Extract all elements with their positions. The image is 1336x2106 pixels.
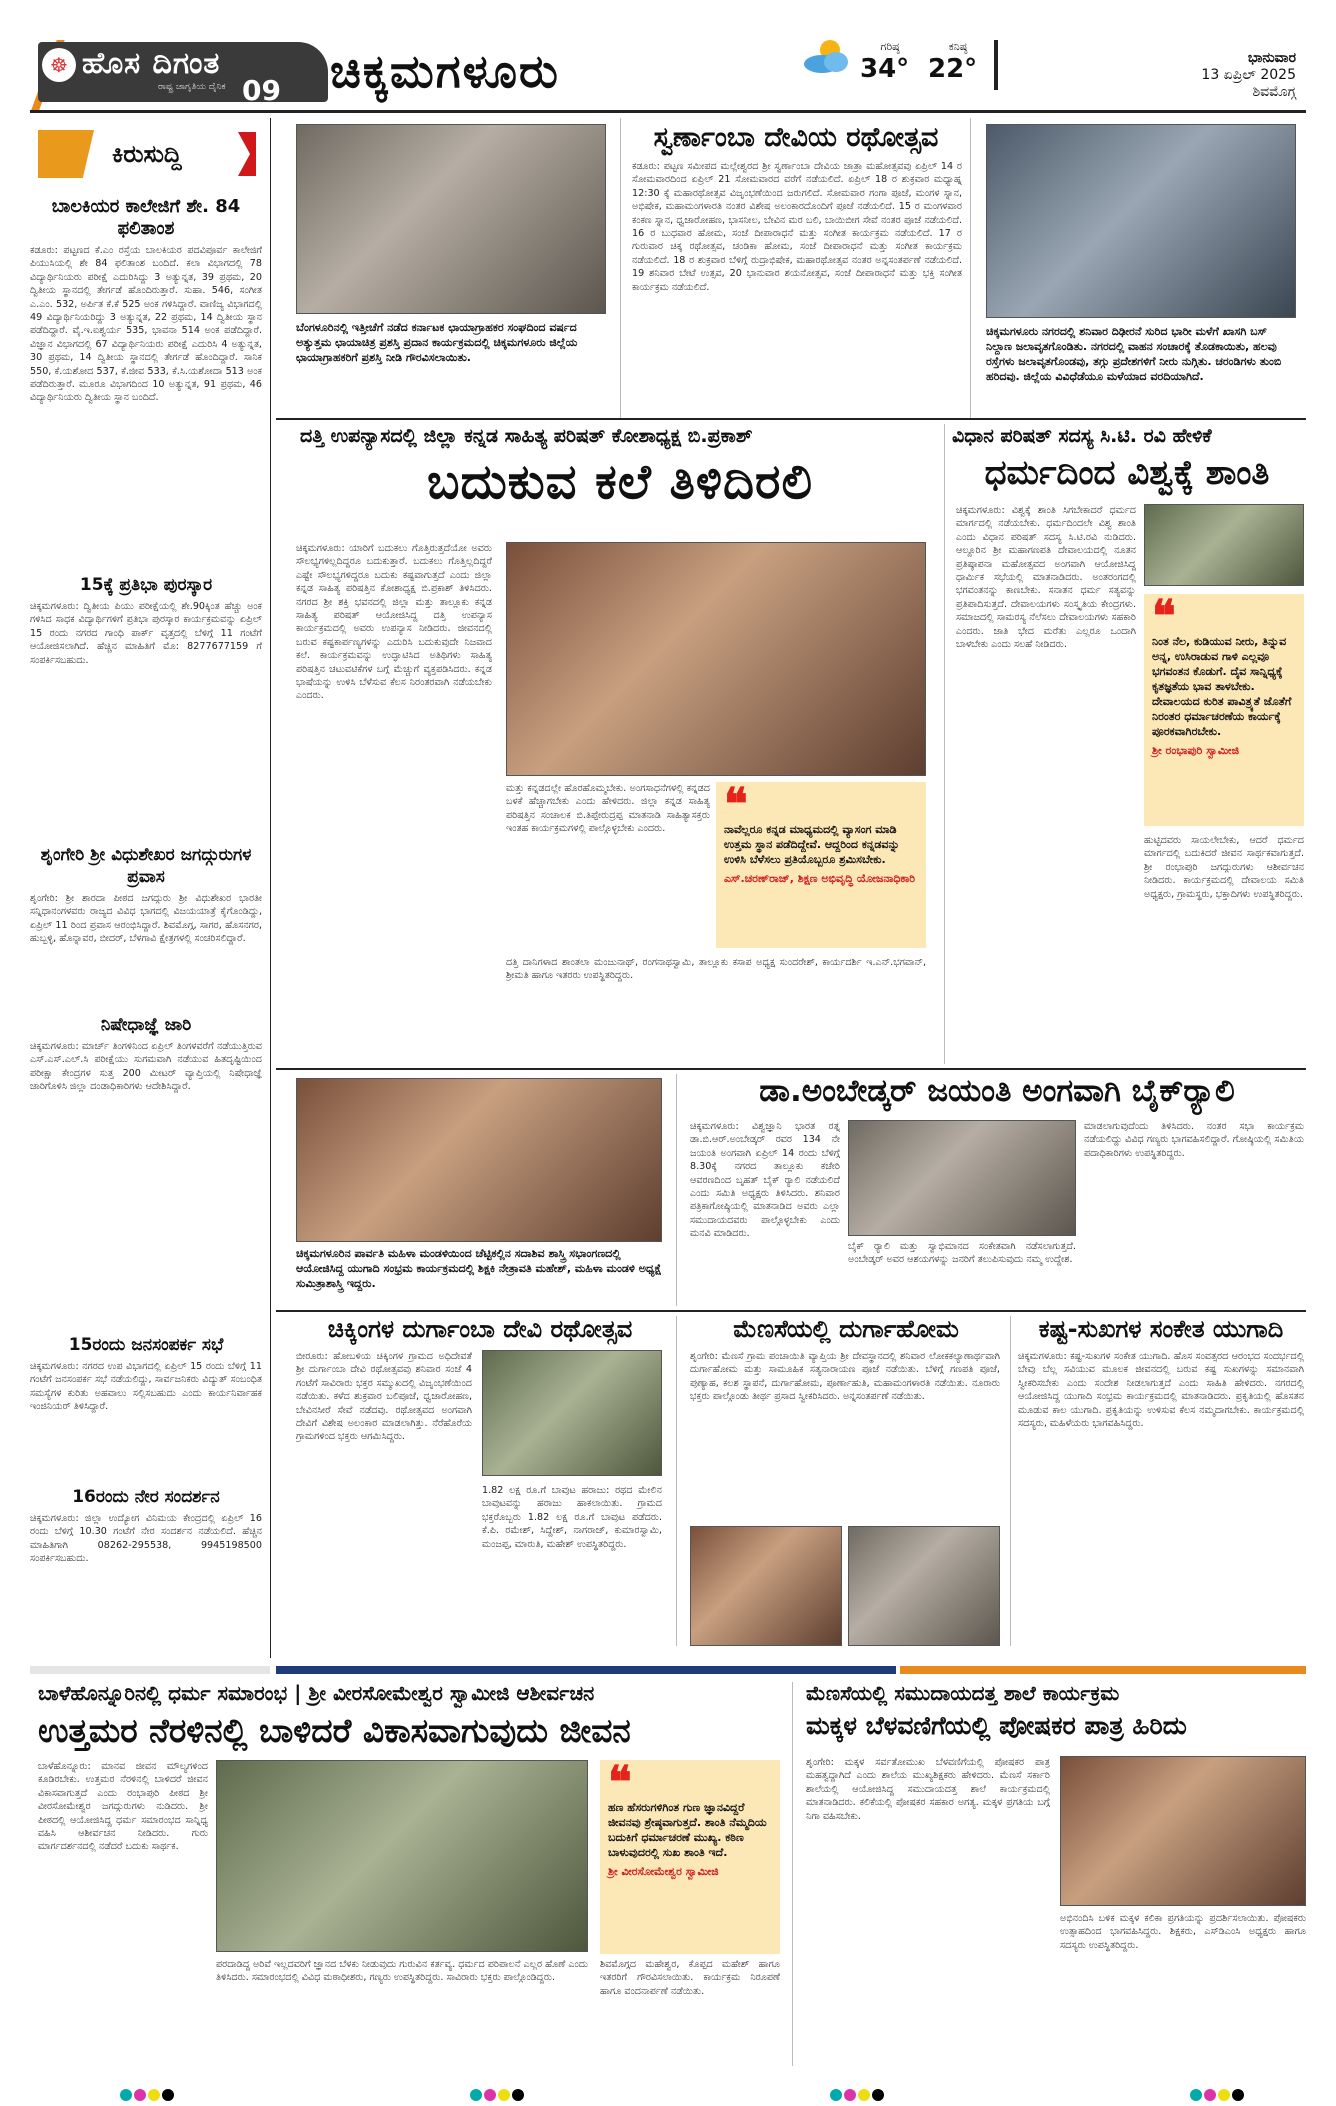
- durgamba-body-col1: ಬೀರೂರು: ಹೋಬಳಿಯ ಚಿಕ್ಕಿಂಗಳ ಗ್ರಾಮದ ಅಧಿದೇವತೆ ಶ್ರೀ ದುರ್ಗಾಂಬಾ ದೇವಿ ರಥೋತ್ಸವವು ಶನಿವಾರ ಸಂಜೆ 4 ಗಂಟೆಗೆ ಸಾವಿರಾರು ಭಕ್ತರ ಸಮ್ಮುಖದಲ್ಲಿ ವಿಜೃಂಭಣೆಯಿಂದ ನಡೆಯಿತು. ಕಳೆದ ಶುಕ್ರವಾರ ಬಲಿಪೂಜೆ, ಧ್ವಜಾರೋಹಣ, ಬೇವಿನಸೀರೆ ಸೇವೆ ನಡೆದವು. ರಥೋತ್ಸವದ ಅಂಗವಾಗಿ ದೇವಿಗೆ ವಿಶೇಷ ಅಲಂಕಾರ ಮಾಡಲಾಗಿತ್ತು. ನೆರೆಹೊರೆಯ ಗ್ರಾಮಗಳಿಂದ ಭಕ್ತರು ಆಗಮಿಸಿದ್ದರು.: [296, 1351, 472, 1443]
- rathotsava-photo: [482, 1350, 662, 1476]
- brief-body: ಚಿಕ್ಕಮಗಳೂರು: ನಗರದ ಉಪ ವಿಭಾಗದಲ್ಲಿ ಏಪ್ರಿಲ್ 15 ರಂದು ಬೆಳಿಗ್ಗೆ 11 ಗಂಟೆಗೆ ಜನಸಂಪರ್ಕ ಸಭೆ ನಡೆಯಲಿದ್ದು, ಸಾರ್ವಜನಿಕರು ವಿದ್ಯುತ್ ಸಂಬಂಧಿತ ಸಮಸ್ಯೆಗಳ ಕುರಿತು ಅಹವಾಲು ಸಲ್ಲಿಸಬಹುದು ಎಂದು ಕಾರ್ಯನಿರ್ವಾಹಕ ಇಂಜಿನಿಯರ್ ತಿಳಿಸಿದ್ದಾರೆ.: [30, 1361, 262, 1413]
- badukuva-body-col2: ಮತ್ತು ಕನ್ನಡದಲ್ಲೇ ಹೊರಹೊಮ್ಮಬೇಕು. ಅಂಗಸಾಧನೆಗಳಲ್ಲಿ ಕನ್ನಡದ ಬಳಕೆ ಹೆಚ್ಚಾಗಬೇಕು ಎಂದು ಹೇಳಿದರು. ಜಿಲ್ಲಾ ಕನ್ನಡ ಸಾಹಿತ್ಯ ಪರಿಷತ್ತಿನ ಸಂಚಾಲಕ ಬಿ.ತಿಪ್ಪೇರುದ್ರಪ್ಪ ಮಾತನಾಡಿ ಸಾಹಿತ್ಯಾಸಕ್ತರು ಇಂತಹ ಕಾರ್ಯಕ್ರಮಗಳಲ್ಲಿ ಪಾಲ್ಗೊಳ್ಳಬೇಕು ಎಂದರು.: [506, 783, 710, 835]
- ambedkar-body-col2: ಬೈಕ್ ರ್‍ಯಾಲಿ ಮತ್ತು ಸ್ವಾಭಿಮಾನದ ಸಂಕೇತವಾಗಿ ನಡೆಸಲಾಗುತ್ತದೆ. ಅಂಬೇಡ್ಕರ್ ಅವರ ಆಶಯಗಳನ್ನು ಜನರಿಗೆ ತಲುಪಿಸುವುದು ನಮ್ಮ ಉದ್ದೇಶ.: [848, 1241, 1076, 1266]
- brief-body: ಚಿಕ್ಕಮಗಳೂರು: ಜಿಲ್ಲಾ ಉದ್ಯೋಗ ವಿನಿಮಯ ಕೇಂದ್ರದಲ್ಲಿ ಏಪ್ರಿಲ್ 16 ರಂದು ಬೆಳಿಗ್ಗೆ 10.30 ಗಂಟೆಗೆ ನೇರ ಸಂದರ್ಶನ ನಡೆಯಲಿದೆ. ಹೆಚ್ಚಿನ ಮಾಹಿತಿಗಾಗಿ 08262-295538, 9945198500 ಸಂಪರ್ಕಿಸಬಹುದು.: [30, 1513, 262, 1565]
- section-rule: [276, 1310, 1306, 1312]
- menase-school-kicker: ಮೆಣಸೆಯಲ್ಲಿ ಸಮುದಾಯದತ್ತ ಶಾಲೆ ಕಾರ್ಯಕ್ರಮ: [806, 1681, 1120, 1705]
- menase-school-body-col1: ಶೃಂಗೇರಿ: ಮಕ್ಕಳ ಸರ್ವತೋಮುಖ ಬೆಳವಣಿಗೆಯಲ್ಲಿ ಪೋಷಕರ ಪಾತ್ರ ಮಹತ್ವದ್ದಾಗಿದೆ ಎಂದು ಶಾಲೆಯ ಮುಖ್ಯಶಿಕ್ಷಕರು ಹೇಳಿದರು. ಮೆಣಸೆ ಸರ್ಕಾರಿ ಶಾಲೆಯಲ್ಲಿ ಆಯೋಜಿಸಿದ್ದ ಸಮುದಾಯದತ್ತ ಶಾಲೆ ಕಾರ್ಯಕ್ರಮದಲ್ಲಿ ಮಾತನಾಡಿದರು. ಕಲಿಕೆಯಲ್ಲಿ ಪೋಷಕರ ಸಹಕಾರ ಅಗತ್ಯ. ಮಕ್ಕಳ ಪ್ರಗತಿಯ ಬಗ್ಗೆ ನಿಗಾ ವಹಿಸಬೇಕು.: [806, 1757, 1050, 1822]
- brief-headline: ಬಾಲಕಿಯರ ಕಾಲೇಜಿಗೆ ಶೇ. 84 ಫಲಿತಾಂಶ: [51, 196, 241, 239]
- brief-body: ಕಡೂರು: ಪಟ್ಟಣದ ಕೆ.ಎಂ ರಸ್ತೆಯ ಬಾಲಕಿಯರ ಪದವಿಪೂರ್ವ ಕಾಲೇಜಿಗೆ ಪಿಯುಸಿಯಲ್ಲಿ ಶೇ 84 ಫಲಿತಾಂಶ ಬಂದಿದೆ. ಕಲಾ ವಿಭಾಗದಲ್ಲಿ 78 ವಿದ್ಯಾರ್ಥಿನಿಯರು ಪರೀಕ್ಷೆ ಎದುರಿಸಿದ್ದು 3 ಅತ್ಯುನ್ನತ, 39 ಪ್ರಥಮ, 20 ದ್ವಿತೀಯ ಸ್ಥಾನದಲ್ಲಿ ತೇರ್ಗಡೆ ಹೊಂದಿರುತ್ತಾರೆ. ಸುಹಾ. 546, ಸಂಗೀತ ಎ.ಎಂ. 532, ಅರ್ಪಿತ ಕೆ.ಕೆ 525 ಅಂಕ ಗಳಿಸಿದ್ದಾರೆ. ವಾಣಿಜ್ಯ ವಿಭಾಗದಲ್ಲಿ 49 ವಿದ್ಯಾರ್ಥಿನಿಯರಿದ್ದು 3 ಅತ್ಯುನ್ನತ, 22 ಪ್ರಥಮ, 14 ದ್ವಿತೀಯ ಸ್ಥಾನ ಪಡೆದಿದ್ದಾರೆ. ವೈ.ಇ.ಐಶ್ವರ್ಯ 535, ಭಾವನಾ 514 ಅಂಕ ಪಡೆದಿದ್ದಾರೆ. ವಿಜ್ಞಾನ ವಿಭಾಗದಲ್ಲಿ 67 ವಿದ್ಯಾರ್ಥಿನಿಯರು ಪರೀಕ್ಷೆ ಎದುರಿಸಿ 4 ಅತ್ಯುನ್ನತ, 30 ಪ್ರಥಮ, 14 ದ್ವಿತೀಯ ಸ್ಥಾನದಲ್ಲಿ ತೇರ್ಗಡೆ ಹೊಂದಿದ್ದಾರೆ. ಸಾನಿಕ 550, ಕೆ.ಯಶೋದ 537, ಕೆ.ಜೀವ 533, ಕೆ.ಸಿ.ಯಶೋದಾ 513 ಅಂಕ ಪಡೆದಿರುತ್ತಾರೆ. ಮೂರೂ ವಿಭಾಗದಿಂದ 10 ಅತ್ಯುನ್ನತ, 91 ಪ್ರಥಮ, 46 ವಿದ್ಯಾರ್ಥಿನಿಯರು ದ್ವಿತೀಯ ಸ್ಥಾನ ಬಂದಿದೆ.: [30, 245, 262, 404]
- brief-body: ಶೃಂಗೇರಿ: ಶ್ರೀ ಶಾರದಾ ಪೀಠದ ಜಗದ್ಗುರು ಶ್ರೀ ವಿಧುಶೇಖರ ಭಾರತೀ ಸನ್ನಿಧಾನಂಗಳವರು ರಾಜ್ಯದ ವಿವಿಧ ಭಾಗದಲ್ಲಿ ವಿಜಯಯಾತ್ರೆ ಕೈಗೊಂಡಿದ್ದು, ಏಪ್ರಿಲ್ 11 ರಿಂದ ಪ್ರವಾಸ ಆರಂಭಿಸಿದ್ದಾರೆ. ಶಿವಮೊಗ್ಗ, ಸಾಗರ, ಹೊಸನಗರ, ಹುಬ್ಬಳ್ಳಿ, ಹೊನ್ನಾವರ, ಬೀದರ್, ಬೆಳಗಾವಿ ಕ್ಷೇತ್ರಗಳಲ್ಲಿ ಸಂಚರಿಸಲಿದ್ದಾರೆ.: [30, 893, 262, 945]
- brief-body: ಚಿಕ್ಕಮಗಳೂರು: ಮಾರ್ಚ್ ತಿಂಗಳಿನಿಂದ ಏಪ್ರಿಲ್ ತಿಂಗಳವರೆಗೆ ನಡೆಯುತ್ತಿರುವ ಎಸ್.ಎಸ್.ಎಲ್.ಸಿ ಪರೀಕ್ಷೆಯು ಸುಗಮವಾಗಿ ನಡೆಯುವ ಹಿತದೃಷ್ಟಿಯಿಂದ ಪರೀಕ್ಷಾ ಕೇಂದ್ರಗಳ ಸುತ್ತ 200 ಮೀಟರ್ ವ್ಯಾಪ್ತಿಯಲ್ಲಿ ನಿಷೇಧಾಜ್ಞೆ ಜಾರಿಗೊಳಿಸಿ ಜಿಲ್ಲಾ ದಂಡಾಧಿಕಾರಿಗಳು ಆದೇಶಿಸಿದ್ದಾರೆ.: [30, 1041, 262, 1093]
- dharma-body-col2: ಹುಟ್ಟಿದವರು ಸಾಯಲೇಬೇಕು, ಆದರೆ ಧರ್ಮದ ಮಾರ್ಗದಲ್ಲಿ ಬದುಕಿದರೆ ಜೀವನ ಸಾರ್ಥಕವಾಗುತ್ತದೆ. ಶ್ರೀ ರಂಭಾಪುರಿ ಜಗದ್ಗುರುಗಳು ಆಶೀರ್ವಚನ ನೀಡಿದರು. ಕಾರ್ಯಕ್ರಮದಲ್ಲಿ ದೇವಾಲಯ ಸಮಿತಿ ಅಧ್ಯಕ್ಷರು, ಗ್ರಾಮಸ್ಥರು, ಭಕ್ತಾದಿಗಳು ಉಪಸ್ಥಿತರಿದ್ದರು.: [1144, 835, 1304, 900]
- balehonnur-body-col3: ಶಿವಮೊಗ್ಗದ ಮಹೇಶ್ವರ, ಕೊಪ್ಪದ ಮಹೇಶ್ ಹಾಗೂ ಇತರರಿಗೆ ಗೌರವಿಸಲಾಯಿತು. ಕಾರ್ಯಕ್ರಮ ನಿರೂಪಣೆ ಹಾಗೂ ವಂದನಾರ್ಪಣೆ ನಡೆಯಿತು.: [600, 1959, 780, 1997]
- edition-city: ಚಿಕ್ಕಮಗಳೂರು: [330, 44, 560, 98]
- kirusuddi-column: [30, 196, 262, 1646]
- brief-headline: ನಿಷೇಧಾಜ್ಞೆ ಜಾರಿ: [100, 1015, 192, 1035]
- brief-headline: 16ರಂದು ನೇರ ಸಂದರ್ಶನ: [72, 1487, 220, 1507]
- ambedkar-body-col3: ಮಾಡಲಾಗುವುದೆಂದು ತಿಳಿಸಿದರು. ನಂತರ ಸಭಾ ಕಾರ್ಯಕ್ರಮ ನಡೆಯಲಿದ್ದು ವಿವಿಧ ಗಣ್ಯರು ಭಾಗವಹಿಸಲಿದ್ದಾರೆ. ಗೋಷ್ಠಿಯಲ್ಲಿ ಸಮಿತಿಯ ಪದಾಧಿಕಾರಿಗಳು ಉಪಸ್ಥಿತರಿದ್ದರು.: [1084, 1121, 1304, 1159]
- badukuva-body-col1: ಚಿಕ್ಕಮಗಳೂರು: ಯಾರಿಗೆ ಬದುಕಲು ಗೊತ್ತಿರುತ್ತದೆಯೋ ಅವರು ಸೌಲಭ್ಯಗಳಿಲ್ಲದಿದ್ದರೂ ಬದುಕುತ್ತಾರೆ. ಬದುಕಲು ಗೊತ್ತಿಲ್ಲದಿದ್ದರೆ ಎಷ್ಟೇ ಸೌಲಭ್ಯಗಳಿದ್ದರೂ ಬದುಕು ಕಷ್ಟವಾಗುತ್ತದೆ ಎಂದು ಜಿಲ್ಲಾ ಕನ್ನಡ ಸಾಹಿತ್ಯ ಪರಿಷತ್ತಿನ ಕೋಶಾಧ್ಯಕ್ಷ ಬಿ.ಪ್ರಕಾಶ್ ತಿಳಿಸಿದರು. ನಗರದ ಶ್ರೀ ಶಕ್ತಿ ಭವನದಲ್ಲಿ ಜಿಲ್ಲಾ ಮತ್ತು ತಾಲ್ಲೂಕು ಕನ್ನಡ ಸಾಹಿತ್ಯ ಪರಿಷತ್ ಆಯೋಜಿಸಿದ್ದ ದತ್ತಿ ಉಪನ್ಯಾಸ ಕಾರ್ಯಕ್ರಮದಲ್ಲಿ ಅವರು ಉಪನ್ಯಾಸ ನೀಡಿದರು. ಜೀವನದಲ್ಲಿ ಬರುವ ಕಷ್ಟಕಾರ್ಪಣ್ಯಗಳನ್ನು ಎದುರಿಸಿ ಬದುಕುವುದೇ ನಿಜವಾದ ಕಲೆ. ಕಾರ್ಯಕ್ರಮವನ್ನು ಉದ್ಘಾಟಿಸಿದ ಅತಿಥಿಗಳು ಸಾಹಿತ್ಯ ಪರಿಷತ್ತಿನ ಚಟುವಟಿಕೆಗಳ ಬಗ್ಗೆ ಮೆಚ್ಚುಗೆ ವ್ಯಕ್ತಪಡಿಸಿದರು. ಕನ್ನಡ ಭಾಷೆಯನ್ನು ಉಳಿಸಿ ಬೆಳೆಸುವ ಕೆಲಸ ನಿರಂತರವಾಗಿ ನಡೆಯಬೇಕು ಎಂದರು.: [296, 543, 492, 702]
- dharma-kicker: ವಿಧಾನ ಪರಿಷತ್ ಸದಸ್ಯ ಸಿ.ಟಿ. ರವಿ ಹೇಳಿಕೆ: [952, 425, 1212, 447]
- column-divider: [676, 1316, 677, 1646]
- page-number: 09: [242, 74, 281, 107]
- dharma-samarambha-photo: [216, 1760, 588, 1952]
- dharma-pull-quote: ❝ ನಿಂತ ನೆಲ, ಕುಡಿಯುವ ನೀರು, ತಿನ್ನುವ ಅನ್ನ, ಉಸಿರಾಡುವ ಗಾಳಿ ಎಲ್ಲವೂ ಭಗವಂತನ ಕೊಡುಗೆ. ದೈವ ಸಾನ್ನಿಧ್ಯಕ್ಕೆ ಕೃತಜ್ಞತೆಯ ಭಾವ ತಾಳಬೇಕು. ದೇವಾಲಯದ ಕುರಿತ ಪಾವಿತ್ರ್ಯತೆ ಜೊತೆಗೆ ನಿರಂತರ ಧರ್ಮಾಚರಣೆಯ ಕಾರ್ಯಕ್ಕೆ ಪೂರಕವಾಗಿರಬೇಕು. ಶ್ರೀ ರಂಭಾಪುರಿ ಸ್ವಾಮೀಜಿ: [1144, 594, 1304, 826]
- registration-marks: [120, 2086, 176, 2105]
- brief-body: ಚಿಕ್ಕಮಗಳೂರು: ದ್ವಿತೀಯ ಪಿಯು ಪರೀಕ್ಷೆಯಲ್ಲಿ ಶೇ.90ಕ್ಕಿಂತ ಹೆಚ್ಚು ಅಂಕ ಗಳಿಸಿದ ಸಾಧಕ ವಿದ್ಯಾರ್ಥಿಗಳಿಗೆ ಪ್ರತಿಭಾ ಪುರಸ್ಕಾರ ಕಾರ್ಯಕ್ರಮವನ್ನು ಏಪ್ರಿಲ್ 15 ರಂದು ನಗರದ ಗಾಂಧಿ ಪಾರ್ಕ್ ವೃತ್ತದಲ್ಲಿ ಬೆಳಿಗ್ಗೆ 11 ಗಂಟೆಗೆ ಆಯೋಜಿಸಲಾಗಿದೆ. ಹೆಚ್ಚಿನ ಮಾಹಿತಿಗೆ ಮೊ: 8277677159 ಗೆ ಸಂಪರ್ಕಿಸಬಹುದು.: [30, 601, 262, 666]
- badukuva-pull-quote: ❝ ನಾವೆಲ್ಲರೂ ಕನ್ನಡ ಮಾಧ್ಯಮದಲ್ಲಿ ವ್ಯಾಸಂಗ ಮಾಡಿ ಉತ್ತಮ ಸ್ಥಾನ ಪಡೆದಿದ್ದೇವೆ. ಆದ್ದರಿಂದ ಕನ್ನಡವನ್ನು ಉಳಿಸಿ ಬೆಳೆಸಲು ಪ್ರತಿಯೊಬ್ಬರೂ ಶ್ರಮಿಸಬೇಕು. ಎಸ್.ಚರಣ್‌ರಾಜ್, ಶಿಕ್ಷಣ ಅಭಿವೃದ್ಧಿ ಯೋಜನಾಧಿಕಾರಿ: [716, 782, 926, 948]
- durgahoma-photo-1: [690, 1526, 842, 1646]
- column-divider: [970, 118, 971, 418]
- column-divider: [792, 1682, 793, 2066]
- award-photo-caption: ಬೆಂಗಳೂರಿನಲ್ಲಿ ಇತ್ತೀಚೆಗೆ ನಡೆದ ಕರ್ನಾಟಕ ಛಾಯಾಗ್ರಾಹಕರ ಸಂಘದಿಂದ ವರ್ಷದ ಅತ್ಯುತ್ತಮ ಛಾಯಾಚಿತ್ರ ಪ್ರಶಸ್ತಿ ಪ್ರದಾನ ಕಾರ್ಯಕ್ರಮದಲ್ಲಿ ಚಿಕ್ಕಮಗಳೂರು ಜಿಲ್ಲೆಯ ಛಾಯಾಗ್ರಾಹಕರಿಗೆ ಪ್ರಶಸ್ತಿ ನೀಡಿ ಗೌರವಿಸಲಾಯಿತು.: [296, 321, 578, 364]
- registration-marks: [830, 2086, 886, 2105]
- column-divider: [944, 424, 945, 1064]
- swamiji-photo: [1144, 504, 1304, 586]
- date-block: ಭಾನುವಾರ 13 ಏಪ್ರಿಲ್ 2025 ಶಿವಮೊಗ್ಗ: [1201, 50, 1296, 100]
- durgahoma-body: ಶೃಂಗೇರಿ: ಮೆಣಸೆ ಗ್ರಾಮ ಪಂಚಾಯಿತಿ ವ್ಯಾಪ್ತಿಯ ಶ್ರೀ ದೇವಸ್ಥಾನದಲ್ಲಿ ಶನಿವಾರ ಲೋಕಕಲ್ಯಾಣಾರ್ಥವಾಗಿ ದುರ್ಗಾಹೋಮ ಮತ್ತು ಸಾಮೂಹಿಕ ಸತ್ಯನಾರಾಯಣ ಪೂಜೆ ನಡೆಯಿತು. ಬೆಳಿಗ್ಗೆ ಗಣಪತಿ ಪೂಜೆ, ಪುಣ್ಯಾಹ, ಕಲಶ ಸ್ಥಾಪನೆ, ದುರ್ಗಾಹೋಮ, ಪೂರ್ಣಾಹುತಿ, ಮಹಾಮಂಗಳಾರತಿ ನಡೆಯಿತು. ನೂರಾರು ಭಕ್ತರು ಪಾಲ್ಗೊಂಡು ತೀರ್ಥ ಪ್ರಸಾದ ಸ್ವೀಕರಿಸಿದರು. ಅನ್ನಸಂತರ್ಪಣೆ ನಡೆಯಿತು.: [690, 1351, 1000, 1403]
- kirusuddi-hand-icon: [38, 130, 94, 178]
- brief-headline: 15ಕ್ಕೆ ಪ್ರತಿಭಾ ಪುರಸ್ಕಾರ: [79, 575, 213, 595]
- badukuva-headline: ಬದುಕುವ ಕಲೆ ತಿಳಿದಿರಲಿ: [426, 454, 814, 510]
- logo-emblem-icon: ☸: [42, 48, 76, 82]
- ugadi-headline: ಕಷ್ಟ-ಸುಖಗಳ ಸಂಕೇತ ಯುಗಾದಿ: [1038, 1315, 1284, 1343]
- flooded-bus-stand-caption: ಚಿಕ್ಕಮಗಳೂರು ನಗರದಲ್ಲಿ ಶನಿವಾರ ದಿಢೀರನೆ ಸುರಿದ ಭಾರೀ ಮಳೆಗೆ ಖಾಸಗಿ ಬಸ್ ನಿಲ್ದಾಣ ಜಲಾವೃತಗೊಂಡಿತು. ನಗರದಲ್ಲಿ ವಾಹನ ಸಂಚಾರಕ್ಕೆ ತೊಡಕಾಯಿತು, ಹಲವು ರಸ್ತೆಗಳು ಜಲಾವೃತಗೊಂಡವು, ತಗ್ಗು ಪ್ರದೇಶಗಳಿಗೆ ನೀರು ನುಗ್ಗಿತು. ಚರಂಡಿಗಳು ತುಂಬಿ ಹರಿದವು. ಜಿಲ್ಲೆಯ ವಿವಿಧೆಡೆಯೂ ಮಳೆಯಾದ ವರದಿಯಾಗಿದೆ.: [986, 325, 1282, 383]
- chevron-icon: [238, 132, 268, 176]
- datti-upanyasa-photo: [506, 542, 926, 776]
- kirusuddi-banner: ಕಿರುಸುದ್ದಿ: [30, 124, 262, 186]
- divider-band: [30, 1666, 270, 1674]
- weather-sun-cloud-icon: [800, 36, 856, 76]
- temp-max: ಗರಿಷ್ಠ 34°: [860, 40, 910, 84]
- ugadi-sambhrama-caption: ಚಿಕ್ಕಮಗಳೂರಿನ ಪಾರ್ವತಿ ಮಹಿಳಾ ಮಂಡಳಿಯಿಂದ ಚೆಟ್ಟಿಕಲ್ಲಿನ ಸದಾಶಿವ ಶಾಸ್ತ್ರಿ ಸಭಾಂಗಣದಲ್ಲಿ ಆಯೋಜಿಸಿದ್ದ ಯುಗಾದಿ ಸಂಭ್ರಮ ಕಾರ್ಯಕ್ರಮದಲ್ಲಿ ಶಿಕ್ಷಕಿ ನೇತ್ರಾವತಿ ಮಹೇಶ್, ಮಹಿಳಾ ಮಂಡಳಿ ಅಧ್ಯಕ್ಷೆ ಸುಮಿತ್ರಾಶಾಸ್ತ್ರಿ ಇದ್ದರು.: [296, 1247, 662, 1290]
- balehonnur-body-col2: ಪರದಾಡಿದ್ದ ಅರಿವೆ ಇಲ್ಲದವರಿಗೆ ಜ್ಞಾನದ ಬೆಳಕು ನೀಡುವುದು ಗುರುವಿನ ಕರ್ತವ್ಯ. ಧರ್ಮದ ಪರಿಪಾಲನೆ ಎಲ್ಲರ ಹೊಣೆ ಎಂದು ತಿಳಿಸಿದರು. ಸಮಾರಂಭದಲ್ಲಿ ವಿವಿಧ ಮಠಾಧೀಶರು, ಗಣ್ಯರು ಉಪಸ್ಥಿತರಿದ್ದರು. ಸಾವಿರಾರು ಭಕ್ತರು ಪಾಲ್ಗೊಂಡಿದ್ದರು.: [216, 1959, 588, 1984]
- badukuva-body-col3: ದತ್ತಿ ದಾನಿಗಳಾದ ಶಾಂತಲಾ ಮಂಜುನಾಥ್, ರಂಗನಾಥಸ್ವಾಮಿ, ತಾಲ್ಲೂಕು ಕಸಾಪ ಅಧ್ಯಕ್ಷ ಸುಂದರೇಶ್, ಕಾರ್ಯದರ್ಶಿ ಇ.ಎನ್.ಭಗವಾನ್, ಶ್ರೀಮತಿ ಹಾಗೂ ಇತರರು ಉಪಸ್ಥಿತರಿದ್ದರು.: [506, 957, 926, 982]
- paper-tagline: ರಾಷ್ಟ್ರ ಜಾಗೃತಿಯ ದೈನಿಕ: [158, 82, 226, 92]
- quote-mark-icon: ❝: [724, 779, 748, 830]
- quote-mark-icon: ❝: [1152, 591, 1176, 642]
- balehonnur-headline: ಉತ್ತಮರ ನೆರಳಿನಲ್ಲಿ ಬಾಳಿದರೆ ವಿಕಾಸವಾಗುವುದು ಜೀವನ: [38, 1711, 631, 1750]
- masthead-rule: [30, 110, 1306, 113]
- brief-headline: 15ರಂದು ಜನಸಂಪರ್ಕ ಸಭೆ: [68, 1335, 224, 1355]
- registration-marks: [1190, 2086, 1246, 2105]
- quote-mark-icon: ❝: [608, 1757, 632, 1808]
- column-divider: [1010, 1316, 1011, 1646]
- masthead-divider: [994, 40, 998, 90]
- balehonnur-pull-quote: ❝ ಹಣ ಹೆಸರುಗಳಿಗಿಂತ ಗುಣ ಜ್ಞಾನವಿದ್ದರೆ ಜೀವನವು ಶ್ರೇಷ್ಠವಾಗುತ್ತದೆ. ಶಾಂತಿ ನೆಮ್ಮದಿಯ ಬದುಕಿಗೆ ಧರ್ಮಾಚರಣೆ ಮುಖ್ಯ. ಕಠಿಣ ಬಾಳುವುದರಲ್ಲಿ ಸುಖ ಶಾಂತಿ ಇದೆ. ಶ್ರೀ ವೀರಸೋಮೇಶ್ವರ ಸ್ವಾಮೀಜಿ: [600, 1760, 780, 1954]
- durgamba-body-col2: 1.82 ಲಕ್ಷ ರೂ.ಗೆ ಬಾವುಟ ಹರಾಜು: ರಥದ ಮೇಲಿನ ಬಾವುಟವನ್ನು ಹರಾಜು ಹಾಕಲಾಯಿತು. ಗ್ರಾಮದ ಭಕ್ತರೊಬ್ಬರು 1.82 ಲಕ್ಷ ರೂ.ಗೆ ಬಾವುಟ ಪಡೆದರು. ಕೆ.ಪಿ. ರಮೇಶ್, ಸಿದ್ದೇಶ್, ನಾಗರಾಜ್, ಕುಮಾರಸ್ವಾಮಿ, ಮಂಜಪ್ಪ, ಮಾರುತಿ, ಮಹೇಶ್ ಉಪಸ್ಥಿತರಿದ್ದರು.: [482, 1485, 662, 1550]
- menase-school-body-col2: ಅಭಿನಂದಿಸಿ ಬಳಿಕ ಮಕ್ಕಳ ಕಲಿಕಾ ಪ್ರಗತಿಯನ್ನು ಪ್ರದರ್ಶಿಸಲಾಯಿತು. ಪೋಷಕರು ಉತ್ಸಾಹದಿಂದ ಭಾಗವಹಿಸಿದ್ದರು. ಶಿಕ್ಷಕರು, ಎಸ್‌ಡಿಎಂಸಿ ಅಧ್ಯಕ್ಷರು ಹಾಗೂ ಸದಸ್ಯರು ಉಪಸ್ಥಿತರಿದ್ದರು.: [1060, 1913, 1306, 1951]
- ugadi-body: ಚಿಕ್ಕಮಗಳೂರು: ಕಷ್ಟ-ಸುಖಗಳ ಸಂಕೇತ ಯುಗಾದಿ. ಹೊಸ ಸಂವತ್ಸರದ ಆರಂಭದ ಸಂದರ್ಭದಲ್ಲಿ ಬೇವು ಬೆಲ್ಲ ಸವಿಯುವ ಮೂಲಕ ಜೀವನದಲ್ಲಿ ಬರುವ ಕಷ್ಟ ಸುಖಗಳನ್ನು ಸಮಾನವಾಗಿ ಸ್ವೀಕರಿಸಬೇಕು ಎಂದು ಸಂದೇಶ ನೀಡಲಾಗುತ್ತದೆ ಎಂದು ಸಾಹಿತಿ ಹೇಳಿದರು. ನಗರದಲ್ಲಿ ಆಯೋಜಿಸಿದ್ದ ಯುಗಾದಿ ಸಂಭ್ರಮ ಕಾರ್ಯಕ್ರಮದಲ್ಲಿ ಮಾತನಾಡಿದರು. ಪ್ರಕೃತಿಯಲ್ಲಿ ಹೊಸತನ ಮೂಡುವ ಕಾಲ ಯುಗಾದಿ. ಪ್ರಕೃತಿಯನ್ನು ಉಳಿಸುವ ಕೆಲಸ ನಮ್ಮದಾಗಬೇಕು. ಕಾರ್ಯಕ್ರಮದಲ್ಲಿ ಸದಸ್ಯರು, ಮಹಿಳೆಯರು ಭಾಗವಹಿಸಿದ್ದರು.: [1018, 1351, 1304, 1430]
- swarnamba-body: ಕಡೂರು: ಪಟ್ಟಣ ಸಮೀಪದ ಮಲ್ಲೇಶ್ವರದ ಶ್ರೀ ಸ್ವರ್ಣಾಂಬಾ ದೇವಿಯ ಜಾತ್ರಾ ಮಹೋತ್ಸವವು ಏಪ್ರಿಲ್ 14 ರ ಸೋಮವಾರದಿಂದ ಏಪ್ರಿಲ್ 21 ಸೋಮವಾರದ ವರೆಗೆ ನಡೆಯಲಿದೆ. ಏಪ್ರಿಲ್ 18 ರ ಶುಕ್ರವಾರ ಮಧ್ಯಾಹ್ನ 12:30 ಕ್ಕೆ ಮಹಾರಥೋತ್ಸವ ವಿಜೃಂಭಣೆಯಿಂದ ಜರುಗಲಿದೆ. ಸೋಮವಾರ ಗಂಗಾ ಪೂಜೆ, ಮಂಗಳ ಸ್ನಾನ, ಅಭಿಷೇಕ, ಮಹಾಮಂಗಳಾರತಿ ನಂತರ ವಿಶೇಷ ಅಲಂಕಾರದೊಂದಿಗೆ ಪೂಜೆ ನಡೆಯಲಿದೆ. 15 ರ ಮಂಗಳವಾರ ಕಂಕಣ ಸ್ನಾನ, ಧ್ವಜಾರೋಹಣ, ಭಾಸನೀಲ, ಬೇವಿನ ಮರ ಬಲಿ, ಬಾಯಿಬೀಗ ಸೇವೆ ನಂತರ ಪೂಜೆ ನಡೆಯಲಿದೆ. 16 ರ ಬುಧವಾರ ಹೋಮ, ಸಂಜೆ ದೀಪಾರಾಧನೆ ಮತ್ತು ಸಂಗೀತ ಕಾರ್ಯಕ್ರಮ ನಡೆಯಲಿದೆ. 17 ರ ಗುರುವಾರ ಚಿಕ್ಕ ರಥೋತ್ಸವ, ಚಂಡಿಕಾ ಹೋಮ, ಸಂಜೆ ದೀಪಾರಾಧನೆ ಮತ್ತು ಸಂಗೀತ ಕಾರ್ಯಕ್ರಮ ನಡೆಯಲಿದೆ. 18 ರ ಶುಕ್ರವಾರ ಬೆಳಿಗ್ಗೆ ರುದ್ರಾಭಿಷೇಕ, ಮಹಾರಥೋತ್ಸವ ನಂತರ ಅನ್ನಸಂತರ್ಪಣೆ ನಡೆಯಲಿದೆ. 19 ಶನಿವಾರ ಬೇಟೆ ಉತ್ಸವ, 20 ಭಾನುವಾರ ಶಯನೋತ್ಸವ, ಸಂಜೆ ದೀಪಾರಾಧನೆ ಮತ್ತು ಭಕ್ತಿ ಸಂಗೀತ ಕಾರ್ಯಕ್ರಮ ನಡೆಯಲಿದೆ.: [632, 161, 962, 293]
- section-rule: [276, 1068, 1306, 1070]
- divider-band: [900, 1666, 1306, 1674]
- balehonnur-kicker: ಬಾಳೆಹೊನ್ನೂರಿನಲ್ಲಿ ಧರ್ಮ ಸಮಾರಂಭ | ಶ್ರೀ ವೀರಸೋಮೇಶ್ವರ ಸ್ವಾಮೀಜಿ ಆಶೀರ್ವಚನ: [38, 1681, 595, 1705]
- samudayadatta-shale-photo: [1060, 1756, 1306, 1906]
- temp-min: ಕನಿಷ್ಠ 22°: [928, 40, 978, 84]
- brief-headline: ಶೃಂಗೇರಿ ಶ್ರೀ ವಿಧುಶೇಖರ ಜಗದ್ಗುರುಗಳ ಪ್ರವಾಸ: [40, 845, 252, 887]
- ambedkar-body-col1: ಚಿಕ್ಕಮಗಳೂರು: ವಿಶ್ವಜ್ಞಾನಿ ಭಾರತ ರತ್ನ ಡಾ.ಬಿ.ಆರ್.ಅಂಬೇಡ್ಕರ್ ರವರ 134 ನೇ ಜಯಂತಿ ಅಂಗವಾಗಿ ಏಪ್ರಿಲ್ 14 ರಂದು ಬೆಳಿಗ್ಗೆ 8.30ಕ್ಕೆ ನಗರದ ತಾಲ್ಲೂಕು ಕಚೇರಿ ಆವರಣದಿಂದ ಬೃಹತ್ ಬೈಕ್ ರ್‍ಯಾಲಿ ನಡೆಯಲಿದೆ ಎಂದು ಸಮಿತಿ ಅಧ್ಯಕ್ಷರು ತಿಳಿಸಿದರು. ಶನಿವಾರ ಪತ್ರಿಕಾಗೋಷ್ಠಿಯಲ್ಲಿ ಮಾತನಾಡಿದ ಅವರು ಎಲ್ಲಾ ಸಮುದಾಯದವರು ಪಾಲ್ಗೊಳ್ಳಬೇಕು ಎಂದು ಮನವಿ ಮಾಡಿದರು.: [690, 1121, 840, 1240]
- durgahoma-headline: ಮೆಣಸೆಯಲ್ಲಿ ದುರ್ಗಾಹೋಮ: [733, 1315, 959, 1343]
- column-divider: [620, 118, 621, 418]
- column-divider: [270, 118, 271, 1658]
- swarnamba-headline: ಸ್ವರ್ಣಾಂಬಾ ದೇವಿಯ ರಥೋತ್ಸವ: [653, 122, 939, 153]
- durgahoma-photo-2: [848, 1526, 1000, 1646]
- divider-band: [276, 1666, 896, 1674]
- badukuva-kicker: ದತ್ತಿ ಉಪನ್ಯಾಸದಲ್ಲಿ ಜಿಲ್ಲಾ ಕನ್ನಡ ಸಾಹಿತ್ಯ ಪರಿಷತ್ ಕೋಶಾಧ್ಯಕ್ಷ ಬಿ.ಪ್ರಕಾಶ್: [300, 425, 753, 447]
- menase-school-headline: ಮಕ್ಕಳ ಬೆಳವಣಿಗೆಯಲ್ಲಿ ಪೋಷಕರ ಪಾತ್ರ ಹಿರಿದು: [806, 1711, 1187, 1740]
- registration-marks: [470, 2086, 526, 2105]
- award-photo: [296, 124, 606, 314]
- paper-logo[interactable]: [38, 42, 328, 102]
- ambedkar-press-meet-photo: [848, 1120, 1076, 1236]
- paper-name: ಹೊಸ ದಿಗಂತ: [82, 46, 221, 81]
- ambedkar-headline: ಡಾ.ಅಂಬೇಡ್ಕರ್ ಜಯಂತಿ ಅಂಗವಾಗಿ ಬೈಕ್‌ರ್‍ಯಾಲಿ: [759, 1073, 1235, 1109]
- column-divider: [676, 1074, 677, 1306]
- section-rule: [276, 418, 1306, 420]
- dharma-headline: ಧರ್ಮದಿಂದ ವಿಶ್ವಕ್ಕೆ ಶಾಂತಿ: [984, 453, 1270, 493]
- ugadi-sambhrama-photo: [296, 1078, 662, 1242]
- flooded-bus-stand-photo: [986, 124, 1296, 318]
- balehonnur-body-col1: ಬಾಳೆಹೊನ್ನೂರು: ಮಾನವ ಜೀವನ ಮೌಲ್ಯಗಳಿಂದ ಕೂಡಿರಬೇಕು. ಉತ್ತಮರ ನೆರಳಿನಲ್ಲಿ ಬಾಳಿದರೆ ಜೀವನ ವಿಕಾಸವಾಗುತ್ತದೆ ಎಂದು ರಂಭಾಪುರಿ ಪೀಠದ ಶ್ರೀ ವೀರಸೋಮೇಶ್ವರ ಜಗದ್ಗುರುಗಳು ನುಡಿದರು. ಶ್ರೀ ಪೀಠದಲ್ಲಿ ಆಯೋಜಿಸಿದ್ದ ಧರ್ಮ ಸಮಾರಂಭದ ಸಾನ್ನಿಧ್ಯ ವಹಿಸಿ ಆಶೀರ್ವಚನ ನೀಡಿದರು. ಗುರು ಮಾರ್ಗದರ್ಶನದಲ್ಲಿ ನಡೆದರೆ ಬದುಕು ಸಾರ್ಥಕ.: [38, 1761, 208, 1853]
- durgamba-headline: ಚಿಕ್ಕಿಂಗಳ ದುರ್ಗಾಂಬಾ ದೇವಿ ರಥೋತ್ಸವ: [327, 1315, 633, 1343]
- dharma-body-col1: ಚಿಕ್ಕಮಗಳೂರು: ವಿಶ್ವಕ್ಕೆ ಶಾಂತಿ ಸಿಗಬೇಕಾದರೆ ಧರ್ಮದ ಮಾರ್ಗದಲ್ಲಿ ನಡೆಯಬೇಕು. ಧರ್ಮದಿಂದಲೇ ವಿಶ್ವ ಶಾಂತಿ ಎಂದು ವಿಧಾನ ಪರಿಷತ್ ಸದಸ್ಯ ಸಿ.ಟಿ.ರವಿ ನುಡಿದರು. ಆಲ್ದೂರಿನ ಶ್ರೀ ಮಹಾಗಣಪತಿ ದೇವಾಲಯದಲ್ಲಿ ನೂತನ ಪ್ರತಿಷ್ಠಾಪನಾ ಮಹೋತ್ಸವದ ಅಂಗವಾಗಿ ಆಯೋಜಿಸಿದ್ದ ಧಾರ್ಮಿಕ ಸಭೆಯಲ್ಲಿ ಮಾತನಾಡಿದರು. ಅಂತರಂಗದಲ್ಲಿ ಭಗವಂತನನ್ನು ಕಾಣಬೇಕು. ಸನಾತನ ಧರ್ಮ ಸತ್ಯವನ್ನು ಪ್ರತಿಪಾದಿಸುತ್ತದೆ. ದೇವಾಲಯಗಳು ಸಂಸ್ಕೃತಿಯ ಕೇಂದ್ರಗಳು. ಸಮಾಜದಲ್ಲಿ ಸಾಮರಸ್ಯ ನೆಲೆಸಲು ದೇವಾಲಯಗಳು ಸಹಕಾರಿ ಎಂದರು. ಜಾತಿ ಭೇದ ಮರೆತು ಎಲ್ಲರೂ ಒಂದಾಗಿ ಬಾಳಬೇಕು ಎಂದು ಸಲಹೆ ನೀಡಿದರು.: [956, 505, 1136, 651]
